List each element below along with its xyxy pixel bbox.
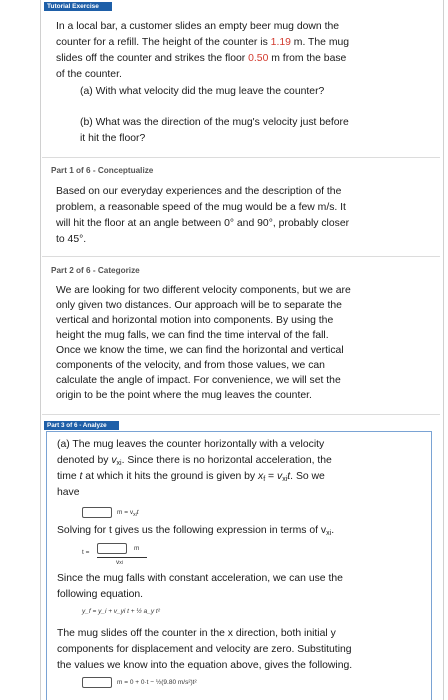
answer-input-3[interactable] <box>82 677 112 688</box>
slide-line-2: components for displacement and velocity are zero. Substituting <box>57 644 352 655</box>
problem-line-4: of the counter. <box>56 69 122 80</box>
part-2-line: only given two distances. Our approach will be to separate the <box>56 300 342 311</box>
height-value: 1.19 <box>270 37 291 48</box>
part-1-line-4: to 45°. <box>56 234 87 245</box>
eq-2: m = 0 + 0·t − ½(9.80 m/s²)t² <box>117 679 197 686</box>
question-b-line-1: (b) What was the direction of the mug's velocity just before <box>80 117 349 128</box>
answer-input-2[interactable] <box>97 543 127 554</box>
fraction-numerator-unit: m <box>134 545 140 552</box>
divider <box>42 256 440 257</box>
t-equals: t = <box>82 549 90 556</box>
tutorial-header: Tutorial Exercise <box>44 2 112 11</box>
fraction-bar <box>97 557 147 558</box>
part-2-line: Once we know the time, we can find the horizontal and vertical <box>56 345 344 356</box>
answer-input-1[interactable] <box>82 507 112 518</box>
part-3-label: Part 3 of 6 - Analyze <box>44 421 119 430</box>
const-accel-line-1: Since the mug falls with constant acceleration, we can use the <box>57 573 343 584</box>
slide-line-3: the values we know into the equation above, gives the following. <box>57 660 353 671</box>
divider <box>42 157 440 158</box>
part-1-line-3: will hit the floor at an angle between 0° and 90°, probably closer <box>56 218 350 229</box>
part-1-label: Part 1 of 6 - Conceptualize <box>51 166 154 175</box>
problem-line-3: slides off the counter and strikes the floor 0.50 m from the base <box>56 53 347 64</box>
part-2-line: components of the velocity, and from those values, we can <box>56 360 325 371</box>
solving-line: Solving for t gives us the following expression in terms of $v_{xi}$. <box>57 525 335 537</box>
part-2-line: calculate the angle of impact. For convenience, we will set the <box>56 375 341 386</box>
const-accel-line-2: following equation. <box>57 589 144 600</box>
divider <box>42 414 440 415</box>
part-1-line-2: problem, a reasonable speed of the mug would be a few m/s. It <box>56 202 346 213</box>
part-3-line-2: denoted by $v_{xi}$. Since there is no horizontal acceleration, the <box>57 455 332 467</box>
part-2-line: We are looking for two different velocity components, but we are <box>56 285 351 296</box>
problem-line-2: counter for a refill. The height of the counter is 1.19 m. The mug <box>56 37 350 48</box>
eq-1: $m = v_{xi}t$ <box>117 509 139 518</box>
part-2-line: height the mug falls, we can find the time interval of the fall. <box>56 330 329 341</box>
question-a: (a) With what velocity did the mug leave the counter? <box>80 86 325 97</box>
part-2-line: vertical and horizontal motion into components. By using the <box>56 315 334 326</box>
problem-line-1: In a local bar, a customer slides an empty beer mug down the <box>56 21 340 32</box>
part-3-line-3: time t at which it hits the ground is given by $x_f = v_{xi}t$. So we <box>57 471 325 483</box>
slide-line-1: The mug slides off the counter in the x direction, both initial y <box>57 628 336 639</box>
part-2-label: Part 2 of 6 - Categorize <box>51 266 140 275</box>
part-3-line-1: (a) The mug leaves the counter horizontally with a velocity <box>57 439 325 450</box>
distance-value: 0.50 <box>248 53 269 64</box>
fraction-denominator: vxi <box>116 559 123 566</box>
part-1-line-1: Based on our everyday experiences and the description of the <box>56 186 342 197</box>
question-b-line-2: it hit the floor? <box>80 133 146 144</box>
part-3-line-4: have <box>57 487 80 498</box>
kinematic-equation: y_f = y_i + v_yi t + ½ a_y t² <box>82 608 160 615</box>
part-2-line: origin to be the point where the mug leaves the counter. <box>56 390 312 401</box>
